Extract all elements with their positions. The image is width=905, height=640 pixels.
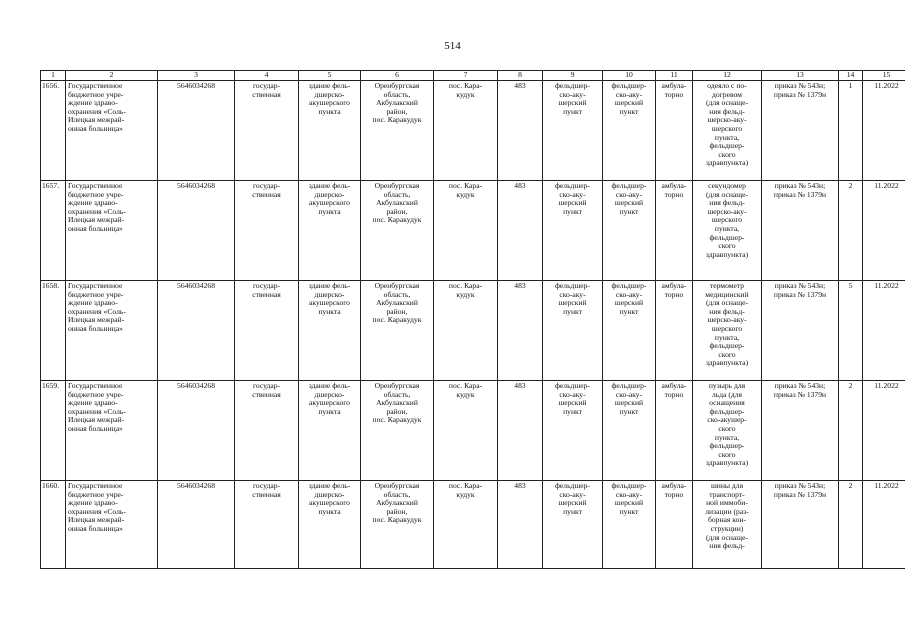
- row-number: 1657.: [42, 181, 60, 190]
- column-header: 5: [299, 71, 361, 81]
- row-number: 1656.: [42, 81, 60, 90]
- organization-name-cell: [66, 481, 158, 569]
- column-header: 3: [158, 71, 235, 81]
- building-type: здание фель- дшерско- акушерского пункта: [308, 81, 351, 116]
- equipment-name-cell: [693, 381, 762, 481]
- settlement-cell: [434, 181, 498, 281]
- settlement: пос. Кара- кудук: [448, 181, 483, 199]
- facility-code: 483: [514, 381, 526, 390]
- care-form: амбула- торно: [661, 181, 687, 199]
- equipment-name: пузырь для льда (для оснащения фельдшер- ско-акушер- ского пункта, фельдшер- ского здравпункта): [705, 381, 749, 468]
- table-row: [41, 81, 905, 181]
- delivery-date-cell: [863, 81, 905, 181]
- unit-type-cell: [543, 81, 603, 181]
- ownership-type: государ- ственная: [252, 81, 281, 99]
- facility-code: 483: [514, 181, 526, 190]
- settlement: пос. Кара- кудук: [448, 281, 483, 299]
- unit-type-cell: [543, 281, 603, 381]
- inn-code: 5646034268: [177, 381, 215, 390]
- care-form: амбула- торно: [661, 81, 687, 99]
- row-number-cell: [41, 281, 66, 381]
- facility-code: 483: [514, 481, 526, 490]
- delivery-date: 11.2022: [874, 281, 899, 290]
- organization-name-cell: [66, 81, 158, 181]
- equipment-name: шины для транспорт- ной иммоби- лизации (раз- борная кон- струкции) (для оснаще- ния фельд-: [705, 481, 749, 551]
- care-form: амбула- торно: [661, 481, 687, 499]
- address: Оренбургская область, Акбулакский район, пос. Каракудук: [372, 281, 422, 325]
- regulation-order: приказ № 543н; приказ № 1379н: [773, 481, 827, 499]
- regulation-order-cell: [762, 381, 839, 481]
- unit-subtype: фельдшер- ско-аку- шерский пункт: [611, 481, 647, 516]
- organization-name: Государственное бюджетное учре- ждение здраво- охранения «Соль- Илецкая межрай- онная больница»: [68, 181, 126, 233]
- ownership-type: государ- ственная: [252, 381, 281, 399]
- column-header: 13: [762, 71, 839, 81]
- address: Оренбургская область, Акбулакский район, пос. Каракудук: [372, 381, 422, 425]
- address-cell: [361, 381, 434, 481]
- equipment-name-cell: [693, 481, 762, 569]
- building-type-cell: [299, 481, 361, 569]
- column-header: 7: [434, 71, 498, 81]
- delivery-date-cell: [863, 381, 905, 481]
- ownership-type: государ- ственная: [252, 481, 281, 499]
- column-header: 11: [656, 71, 693, 81]
- ownership-type-cell: [235, 181, 299, 281]
- settlement: пос. Кара- кудук: [448, 481, 483, 499]
- building-type-cell: [299, 281, 361, 381]
- column-header: 2: [66, 71, 158, 81]
- building-type-cell: [299, 381, 361, 481]
- row-number: 1659.: [42, 381, 60, 390]
- table-row: [41, 281, 905, 381]
- building-type: здание фель- дшерско- акушерского пункта: [308, 281, 351, 316]
- facility-code: 483: [514, 281, 526, 290]
- quantity: 5: [848, 281, 853, 290]
- unit-subtype: фельдшер- ско-аку- шерский пункт: [611, 281, 647, 316]
- care-form: амбула- торно: [661, 281, 687, 299]
- unit-subtype: фельдшер- ско-аку- шерский пункт: [611, 381, 647, 416]
- inn-code: 5646034268: [177, 81, 215, 90]
- table-row: [41, 381, 905, 481]
- regulation-order-cell: [762, 181, 839, 281]
- ownership-type: государ- ственная: [252, 281, 281, 299]
- column-header: 14: [839, 71, 863, 81]
- regulation-order: приказ № 543н; приказ № 1379н: [773, 381, 827, 399]
- address: Оренбургская область, Акбулакский район, пос. Каракудук: [372, 481, 422, 525]
- facility-code-cell: [498, 381, 543, 481]
- ownership-type-cell: [235, 81, 299, 181]
- column-header: 15: [863, 71, 905, 81]
- settlement-cell: [434, 81, 498, 181]
- unit-type-cell: [543, 481, 603, 569]
- unit-type: фельдшер- ско-аку- шерский пункт: [555, 81, 590, 116]
- regulation-order-cell: [762, 481, 839, 569]
- column-header: 6: [361, 71, 434, 81]
- delivery-date: 11.2022: [874, 381, 899, 390]
- care-form-cell: [656, 181, 693, 281]
- registry-table: [40, 70, 905, 569]
- column-header: 8: [498, 71, 543, 81]
- building-type-cell: [299, 181, 361, 281]
- quantity: 2: [848, 181, 853, 190]
- equipment-name: одеяло с по- догревом (для оснаще- ния фельд- шерско-аку- шерского пункта, фельдшер- ского здравпункта): [705, 81, 749, 168]
- facility-code-cell: [498, 281, 543, 381]
- delivery-date: 11.2022: [874, 481, 899, 490]
- regulation-order: приказ № 543н; приказ № 1379н: [773, 81, 827, 99]
- building-type-cell: [299, 81, 361, 181]
- address-cell: [361, 481, 434, 569]
- facility-code-cell: [498, 181, 543, 281]
- settlement-cell: [434, 281, 498, 381]
- unit-subtype-cell: [603, 81, 656, 181]
- delivery-date-cell: [863, 181, 905, 281]
- regulation-order: приказ № 543н; приказ № 1379н: [773, 281, 827, 299]
- unit-type: фельдшер- ско-аку- шерский пункт: [555, 181, 590, 216]
- unit-subtype-cell: [603, 281, 656, 381]
- unit-type: фельдшер- ско-аку- шерский пункт: [555, 481, 590, 516]
- table-row: [41, 181, 905, 281]
- inn-code: 5646034268: [177, 281, 215, 290]
- inn-code: 5646034268: [177, 481, 215, 490]
- ownership-type-cell: [235, 281, 299, 381]
- organization-name-cell: [66, 281, 158, 381]
- row-number-cell: [41, 81, 66, 181]
- equipment-name: секундомер (для оснаще- ния фельд- шерско-аку- шерского пункта, фельдшер- ского здравпункта): [705, 181, 749, 259]
- organization-name-cell: [66, 181, 158, 281]
- ownership-type-cell: [235, 481, 299, 569]
- column-header: 1: [41, 71, 66, 81]
- inn-code-cell: [158, 381, 235, 481]
- inn-code-cell: [158, 281, 235, 381]
- address: Оренбургская область, Акбулакский район, пос. Каракудук: [372, 181, 422, 225]
- facility-code: 483: [514, 81, 526, 90]
- care-form-cell: [656, 81, 693, 181]
- building-type: здание фель- дшерско- акушерского пункта: [308, 381, 351, 416]
- quantity: 1: [848, 81, 853, 90]
- column-header: 9: [543, 71, 603, 81]
- unit-type-cell: [543, 381, 603, 481]
- settlement-cell: [434, 481, 498, 569]
- inn-code-cell: [158, 181, 235, 281]
- organization-name-cell: [66, 381, 158, 481]
- settlement-cell: [434, 381, 498, 481]
- ownership-type-cell: [235, 381, 299, 481]
- table-row: [41, 481, 905, 569]
- inn-code-cell: [158, 481, 235, 569]
- regulation-order-cell: [762, 81, 839, 181]
- care-form-cell: [656, 281, 693, 381]
- unit-type: фельдшер- ско-аку- шерский пункт: [555, 281, 590, 316]
- delivery-date: 11.2022: [874, 181, 899, 190]
- regulation-order: приказ № 543н; приказ № 1379н: [773, 181, 827, 199]
- row-number-cell: [41, 181, 66, 281]
- regulation-order-cell: [762, 281, 839, 381]
- organization-name: Государственное бюджетное учре- ждение здраво- охранения «Соль- Илецкая межрай- онная больница»: [68, 481, 126, 533]
- care-form-cell: [656, 481, 693, 569]
- column-header: 4: [235, 71, 299, 81]
- settlement: пос. Кара- кудук: [448, 81, 483, 99]
- ownership-type: государ- ственная: [252, 181, 281, 199]
- address-cell: [361, 81, 434, 181]
- quantity: 2: [848, 481, 853, 490]
- column-number-row: [41, 71, 905, 81]
- equipment-name-cell: [693, 281, 762, 381]
- unit-subtype-cell: [603, 381, 656, 481]
- organization-name: Государственное бюджетное учре- ждение здраво- охранения «Соль- Илецкая межрай- онная больница»: [68, 281, 126, 333]
- unit-subtype: фельдшер- ско-аку- шерский пункт: [611, 181, 647, 216]
- care-form: амбула- торно: [661, 381, 687, 399]
- column-header: 12: [693, 71, 762, 81]
- facility-code-cell: [498, 481, 543, 569]
- quantity: 2: [848, 381, 853, 390]
- unit-subtype: фельдшер- ско-аку- шерский пункт: [611, 81, 647, 116]
- equipment-name-cell: [693, 81, 762, 181]
- address-cell: [361, 181, 434, 281]
- row-number-cell: [41, 481, 66, 569]
- organization-name: Государственное бюджетное учре- ждение здраво- охранения «Соль- Илецкая межрай- онная больница»: [68, 381, 126, 433]
- equipment-name-cell: [693, 181, 762, 281]
- delivery-date-cell: [863, 281, 905, 381]
- equipment-name: термометр медицинский (для оснаще- ния фельд- шерско-аку- шерского пункта, фельдшер- ского здравпункта): [705, 281, 749, 368]
- quantity-cell: [839, 381, 863, 481]
- address: Оренбургская область, Акбулакский район, пос. Каракудук: [372, 81, 422, 125]
- row-number: 1658.: [42, 281, 60, 290]
- quantity-cell: [839, 81, 863, 181]
- row-number-cell: [41, 381, 66, 481]
- organization-name: Государственное бюджетное учре- ждение здраво- охранения «Соль- Илецкая межрай- онная больница»: [68, 81, 126, 133]
- unit-subtype-cell: [603, 181, 656, 281]
- building-type: здание фель- дшерско- акушерского пункта: [308, 181, 351, 216]
- inn-code-cell: [158, 81, 235, 181]
- building-type: здание фель- дшерско- акушерского пункта: [308, 481, 351, 516]
- unit-subtype-cell: [603, 481, 656, 569]
- address-cell: [361, 281, 434, 381]
- column-header: 10: [603, 71, 656, 81]
- quantity-cell: [839, 281, 863, 381]
- quantity-cell: [839, 181, 863, 281]
- inn-code: 5646034268: [177, 181, 215, 190]
- unit-type: фельдшер- ско-аку- шерский пункт: [555, 381, 590, 416]
- settlement: пос. Кара- кудук: [448, 381, 483, 399]
- unit-type-cell: [543, 181, 603, 281]
- care-form-cell: [656, 381, 693, 481]
- page-number: 514: [444, 40, 461, 52]
- delivery-date-cell: [863, 481, 905, 569]
- delivery-date: 11.2022: [874, 81, 899, 90]
- row-number: 1660.: [42, 481, 60, 490]
- quantity-cell: [839, 481, 863, 569]
- facility-code-cell: [498, 81, 543, 181]
